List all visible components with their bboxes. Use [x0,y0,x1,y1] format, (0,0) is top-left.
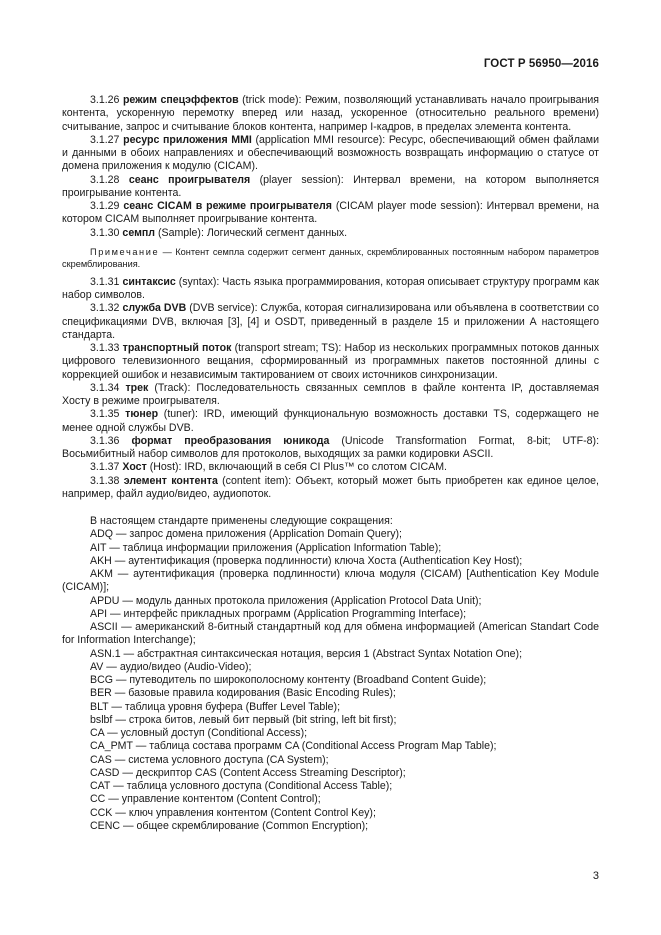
abbreviation-item: ASCII — американский 8-битный стандартный код для обмена информацией (American Standart Code for Information Interchange); [62,621,599,647]
definition-text: (Host): IRD, включающий в себя CI Plus™ со слотом CICAM. [146,461,447,474]
definition-item [62,342,599,382]
definition-number: 3.1.30 [90,226,120,239]
definition-term: транспортный поток [122,342,232,354]
abbreviation-item: CC — управление контентом (Content Control); [90,793,321,806]
definition-text: (transport stream; TS): Набор из нескольких программных потоков данных цифрового телевизионного вещания, сформированный из программных пакетов постоянной длины с коррекцией ошибок и независимым тактированием от своих источников синхронизации. [62,342,599,381]
definition-number: 3.1.32 [90,302,120,315]
definition-text: (application MMI resource): Ресурс, обеспечивающий обмен файлами и данными в обоих направлениях и обеспечивающий возможность возвращать информацию о статусе от домена приложения к модулю (CICAM). [62,133,600,173]
abbreviation-item: bslbf — строка битов, левый бит первый (bit string, left bit first); [90,713,397,726]
abbreviation-item: CAT — таблица условного доступа (Conditional Access Table); [90,780,393,792]
definition-number: 3.1.35 [90,408,120,421]
abbreviation-item: ASN.1 — абстрактная синтаксическая нотация, версия 1 (Abstract Syntax Notation One); [90,647,523,660]
definition-text: (content item): Объект, который может быть приобретен как единое целое, например, файл аудио/видео, аудиопоток. [62,474,599,500]
definition-number: 3.1.31 [90,275,120,288]
definition-item [62,227,599,240]
standard-header: ГОСТ Р 56950—2016 [483,58,599,70]
definition-term: тюнер [125,408,159,421]
definition-text: (trick mode): Режим, позволяющий устанавливать начало проигрывания контента, ускоренную перемотку вперед или назад, ускоренное (относительно реального времени) считывание, запрос и считывание блоков контента, например I-кадров, в пределах элемента контента. [62,94,600,133]
definition-term: элемент контента [123,474,218,487]
definition-text: (syntax): Часть языка программирования, которая описывает структуру программ как набор символов. [62,275,599,301]
definition-number: 3.1.38 [90,474,120,487]
abbreviation-item: AV — аудио/видео (Audio-Video); [90,660,252,673]
definition-text: (player session): Интервал времени, на котором выполняется проигрывание контента. [62,173,599,199]
abbreviation-item: BLT — таблица уровня буфера (Buffer Level Table); [90,700,341,713]
abbreviation-item: CAS — система условного доступа (CA System); [90,753,329,766]
definition-number: 3.1.33 [90,342,120,354]
definition-number: 3.1.26 [90,94,120,106]
page-number: 3 [592,870,599,882]
abbreviation-item: AKH — аутентификация (проверка подлинности) ключа Хоста (Authentication Key Host); [90,554,523,567]
document-body [62,94,599,833]
definition-number: 3.1.27 [90,133,120,146]
definition-item [62,461,599,474]
definition-item [62,276,599,303]
abbreviation-item: AIT — таблица информации приложения (Application Information Table); [90,541,442,554]
abbreviations-intro: В настоящем стандарте применены следующие сокращения: [90,515,393,527]
abbreviation-item: CA_PMT — таблица состава программ CA (Conditional Access Program Map Table); [90,740,497,753]
abbreviation-item: BER — базовые правила кодирования (Basic Encoding Rules); [90,687,396,700]
abbreviation-item: AKM — аутентификация (проверка подлинности) ключа модуля (CICAM) [Authentication Key Module (CICAM)]; [62,568,599,594]
definition-term: служба DVB [122,302,187,315]
definition-term: синтаксис [122,275,176,288]
abbreviation-item: CASD — дескриптор CAS (Content Access Streaming Descriptor); [90,766,406,779]
definition-term: сеанс CICAM в режиме проигрывателя [123,200,332,212]
definition-item [62,174,599,201]
definition-item [62,134,599,174]
note-label: Примечание [90,246,160,257]
note-paragraph [62,246,599,270]
definition-term: ресурс приложения MMI [123,133,252,146]
abbreviation-item: CCK — ключ управления контентом (Content Control Key); [90,806,376,819]
definition-term: формат преобразования юникода [131,434,330,447]
definition-text: (Track): Последовательность связанных семплов в файле контента IP, доставляемая Хосту в режиме проигрывателя. [62,381,599,407]
note-text: — Контент семпла содержит сегмент данных, скремблированных постоянным набором параметров скремблирования. [62,246,599,269]
abbreviation-item: ADQ — запрос домена приложения (Application Domain Query); [90,528,402,541]
definition-number: 3.1.28 [90,173,120,186]
definition-text: (Unicode Transformation Format, 8-bit; UTF-8): Восьмибитный набор символов для протоколов, выходящих за рамки кодировки ASCII. [62,434,600,460]
definition-term: сеанс проигрывателя [128,173,251,186]
definitions-block-2 [62,276,599,501]
definition-text: (DVB service): Служба, которая сигнализирована или объявлена в соответствии со спецификациями DVB, включая [3], [4] и OSDT, приведенный в разделе 15 и приложении А настоящего стандарта. [62,302,599,341]
abbreviations-list [62,515,599,833]
definition-term: семпл [122,226,156,239]
abbreviation-item: CA — условный доступ (Conditional Access); [90,727,308,739]
definition-term: режим спецэффектов [122,94,239,106]
abbreviation-item: CENC — общее скремблирование (Common Encryption); [90,819,369,832]
definition-item [62,475,599,502]
abbreviation-item: BCG — путеводитель по широкополосному контенту (Broadband Content Guide); [90,674,487,686]
definition-item [62,435,599,462]
definition-term: трек [125,381,149,394]
abbreviation-item: APDU — модуль данных протокола приложения (Application Protocol Data Unit); [90,594,482,607]
definition-number: 3.1.37 [90,461,120,474]
definition-text: (tuner): IRD, имеющий функциональную возможность доставки TS, содержащего не менее одной службы DVB. [62,408,599,434]
definitions-block [62,94,599,240]
definition-number: 3.1.29 [90,200,120,212]
definition-item [62,94,599,134]
definition-number: 3.1.36 [90,434,120,447]
definition-text: (Sample): Логический сегмент данных. [155,226,348,239]
definition-term: Хост [122,461,147,474]
abbreviation-item: API — интерфейс прикладных программ (Application Programming Interface); [90,607,467,620]
definition-item [62,200,599,227]
definition-item [62,408,599,435]
definition-item [62,302,599,342]
definition-item [62,382,599,409]
definition-text: (CICAM player mode session): Интервал времени, на котором CICAM выполняет проигрывание контента. [62,200,599,226]
definition-number: 3.1.34 [90,381,120,394]
